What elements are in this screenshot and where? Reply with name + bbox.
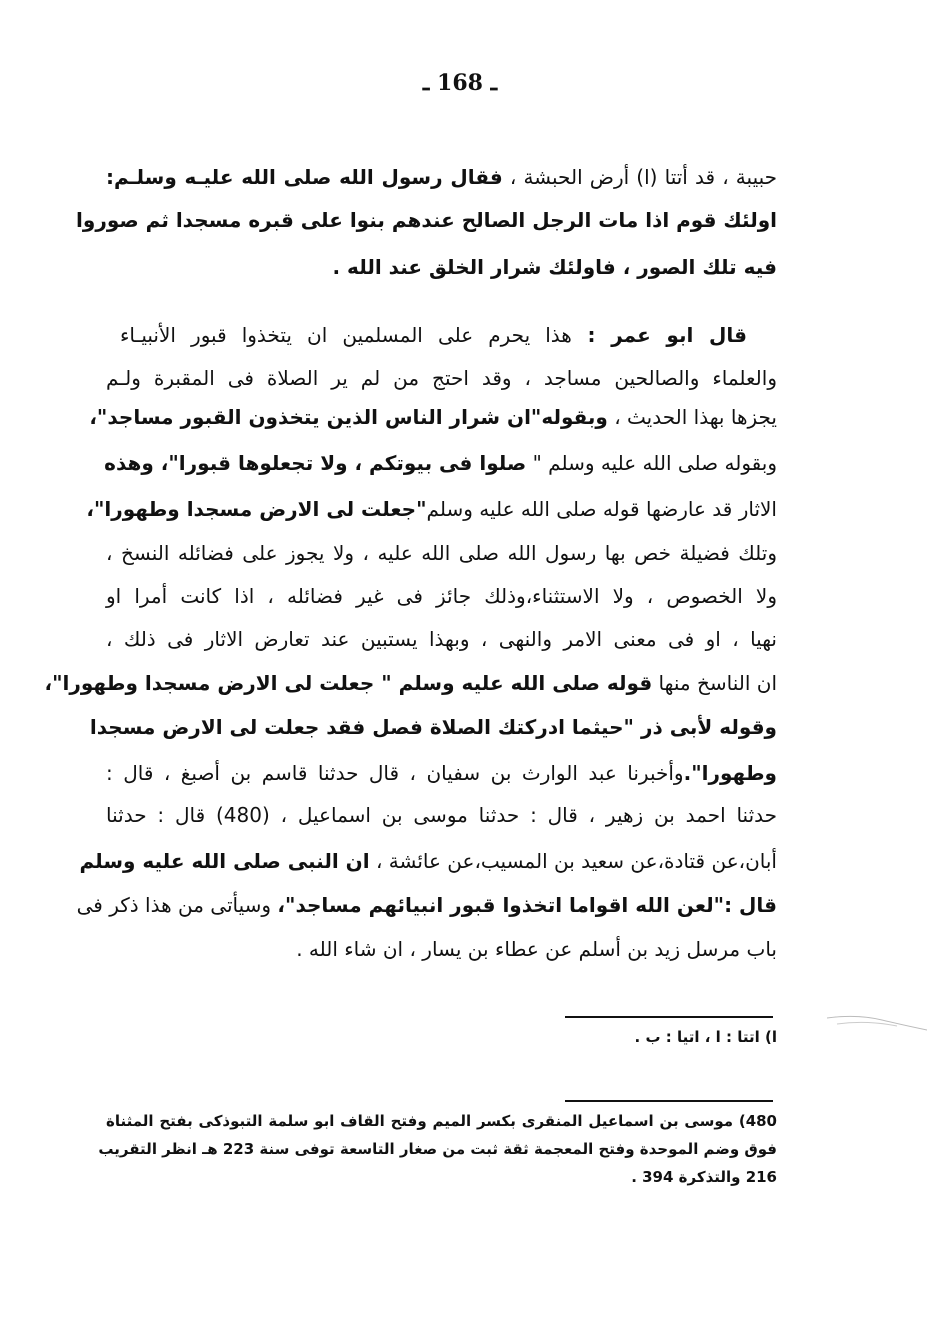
scan-artifact	[827, 1010, 927, 1040]
text-line: فيه تلك الصور ، فاولئك شرار الخلق عند الله .	[332, 255, 777, 279]
text-segment: الاثار قد عارضها قوله صلى الله عليه وسلم	[426, 497, 777, 521]
text-line: اولئك قوم اذا مات الرجل الصالح عندهم بنوا على قبره مسجدا ثم صوروا	[76, 208, 777, 232]
text-line	[120, 318, 747, 356]
text-segment: وأخبرنا عبد الوارث بن سفيان ، قال حدثنا قاسم بن أصبغ ، قال :	[106, 761, 684, 785]
text-line: والعلماء والصالحين مساجد ، وقد احتج من لم ير الصلاة فى المقبرة ولـم	[106, 366, 777, 390]
text-line: ولا الخصوص ، ولا الاستثناء،وذلك جائز فى غير فضائله ، اذا كانت أمرا او	[106, 584, 777, 608]
footnote-text: 480) موسى بن اسماعيل المنقرى بكسر الميم وفتح القاف ابو سلمة التبوذكى بفتح المثناة	[106, 1112, 777, 1130]
text-segment: حبيبة ، قد أتتا (ا) أرض الحبشة ،	[502, 165, 778, 189]
footnote-separator	[565, 1100, 773, 1102]
text-line	[79, 844, 777, 882]
bold-text-segment: وقوله لأبى ذر	[633, 715, 777, 739]
bold-text-segment: "جعلت لى الارض مسجدا وطهورا"،	[86, 497, 427, 521]
bold-text-segment: قال ابو عمر :	[571, 323, 747, 347]
bold-text-segment: صلوا فى بيوتكم ، ولا تجعلوها قبورا"، وهذه	[104, 451, 527, 475]
bold-text-segment: قوله صلى الله عليه وسلم " جعلت لى الارض مسجدا وطهورا"،	[44, 671, 653, 695]
bold-text-segment: قال :"لعن الله اقواما اتخذوا قبور انبيائهم مساجد"،	[277, 893, 777, 917]
text-line	[89, 400, 777, 438]
text-line: نهيا ، او فى معنى الامر والنهى ، وبهذا يستبين عند تعارض الاثار فى ذلك ،	[106, 627, 777, 651]
page-number: ـ 168 ـ	[422, 70, 498, 96]
footnote-text: 216 والتذكرة 394 .	[631, 1168, 777, 1186]
text-line	[76, 888, 777, 926]
text-line	[86, 492, 777, 530]
text-segment: وسيأتى من هذا ذكر فى	[76, 893, 278, 917]
text-line: وتلك فضيلة خص بها رسول الله صلى الله عليه ، ولا يجوز على فضائله النسخ ،	[106, 541, 777, 565]
footnote-separator	[565, 1016, 773, 1018]
text-segment: يجزها بهذا الحديث ،	[607, 405, 777, 429]
bold-text-segment: وطهورا".	[683, 761, 777, 785]
bold-text-segment: فقال رسول الله صلى الله عليـه وسلـم:	[106, 165, 503, 189]
bold-text-segment: "حيثما ادركتك الصلاة فصل فقد جعلت لى الارض مسجدا	[89, 715, 634, 739]
text-line	[44, 666, 777, 704]
text-segment: وبقوله صلى الله عليه وسلم "	[526, 451, 777, 475]
text-segment: هذا يحرم على المسلمين ان يتخذوا قبور الأنبيـاء	[120, 323, 572, 347]
text-line: حدثنا احمد بن زهير ، قال : حدثنا موسى بن اسماعيل ، (480) قال : حدثنا	[106, 803, 778, 827]
text-line	[106, 756, 777, 794]
footnote-text: فوق وضم الموحدة وفتح المعجمة ثقة ثبت من صغار التاسعة توفى سنة 223 هـ انظر التقريب	[98, 1140, 777, 1158]
text-segment: أبان،عن قتادة،عن سعيد بن المسيب،عن عائشة ،	[369, 849, 777, 873]
text-line	[106, 446, 777, 484]
text-line	[106, 160, 777, 198]
bold-text-segment: وبقوله"ان شرار الناس الذين يتخذون القبور مساجد"،	[89, 405, 608, 429]
footnote-text: ا) اتتا : ا ، اتيا : ب .	[634, 1028, 777, 1046]
text-line: باب مرسل زيد بن أسلم عن عطاء بن يسار ، ان شاء الله .	[296, 937, 777, 961]
bold-text-segment: ان النبى صلى الله عليه وسلم	[79, 849, 370, 873]
text-line	[89, 710, 777, 748]
text-segment: ان الناسخ منها	[652, 671, 777, 695]
